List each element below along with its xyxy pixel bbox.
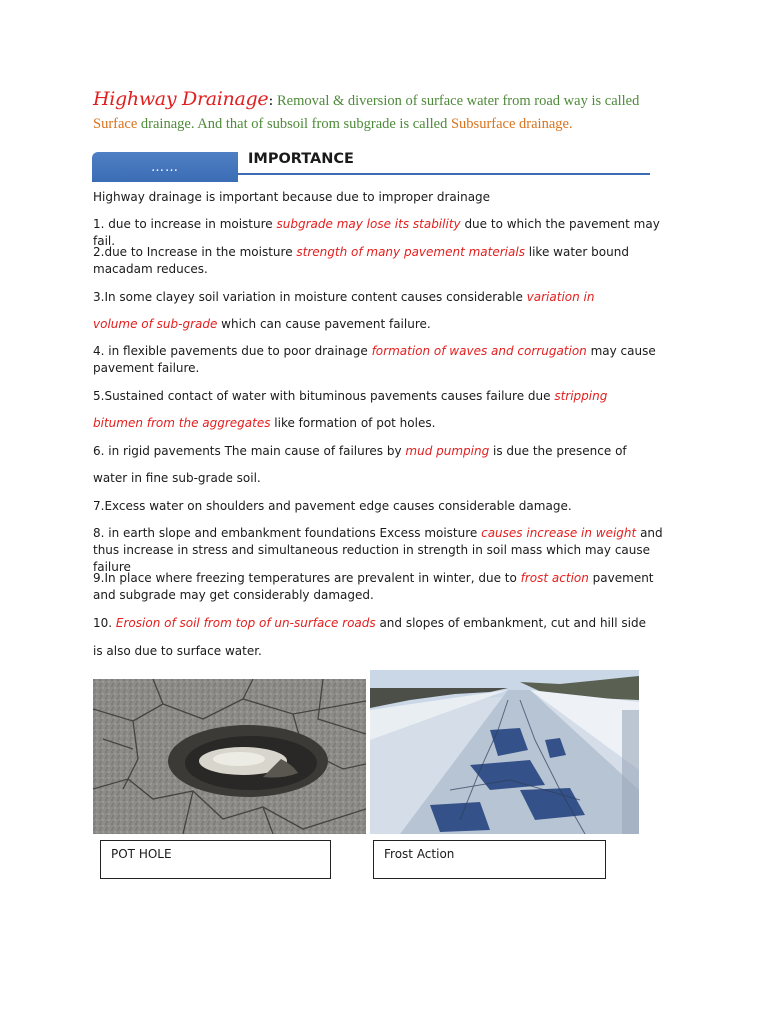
point-10-continued [93, 643, 678, 660]
point-text: and thus increase in stress and simultaneous reduction in strength in soil mass which may cause failure [93, 526, 663, 574]
point-6 [93, 443, 678, 460]
point-text: and slopes of embankment, cut and hill side [375, 616, 646, 630]
point-text: which can cause pavement failure. [217, 317, 431, 331]
section-heading: IMPORTANCE [248, 151, 354, 167]
point-text: 6. in rigid pavements The main cause of failures by [93, 444, 406, 458]
point-4 [93, 343, 678, 377]
point-text: 9.In place where freezing temperatures are prevalent in winter, due to [93, 571, 521, 585]
frost-action-photo [370, 670, 639, 834]
document-title: Highway Drainage [93, 88, 269, 110]
term-subsurface: Subsurface drainage. [450, 116, 573, 132]
caption-pothole: POT HOLE [100, 840, 331, 879]
point-text: like water bound macadam reduces. [93, 245, 629, 276]
intro-text-1: Removal & diversion of surface water from road way is called [273, 93, 640, 109]
point-text: 8. in earth slope and embankment foundations Excess moisture [93, 526, 482, 540]
point-highlight: Erosion of soil from top of un-surface roads [115, 616, 376, 630]
point-highlight: causes increase in weight [481, 526, 637, 540]
point-highlight: mud pumping [405, 444, 490, 458]
point-5 [93, 388, 678, 405]
point-text: 5.Sustained contact of water with bituminous pavements causes failure due [93, 389, 555, 403]
point-2 [93, 244, 678, 278]
point-8 [93, 525, 678, 576]
point-text: 7.Excess water on shoulders and pavement edge causes considerable damage. [93, 499, 572, 513]
point-3-continued [93, 316, 678, 333]
lead-paragraph: Highway drainage is important because due to improper drainage [93, 190, 491, 204]
point-text: 2.due to Increase in the moisture [93, 245, 297, 259]
point-9 [93, 570, 678, 604]
intro-definition [93, 88, 673, 136]
point-highlight: subgrade may lose its stability [276, 217, 461, 231]
point-text: pavement and subgrade may get considerably damaged. [93, 571, 654, 602]
point-highlight: formation of waves and corrugation [371, 344, 587, 358]
point-highlight: stripping [554, 389, 608, 403]
point-text: like formation of pot holes. [270, 416, 436, 430]
point-text: 1. due to increase in moisture [93, 217, 277, 231]
intro-text-2: drainage. And that of subsoil from subgrade is called [137, 116, 451, 132]
title-colon: : [268, 91, 274, 109]
caption-frost-action: Frost Action [373, 840, 606, 879]
term-surface: Surface [93, 116, 138, 132]
point-3 [93, 289, 678, 306]
point-highlight: frost action [520, 571, 589, 585]
point-text: 3.In some clayey soil variation in moisture content causes considerable [93, 290, 527, 304]
point-highlight: strength of many pavement materials [296, 245, 525, 259]
point-text: water in fine sub-grade soil. [93, 471, 261, 485]
point-text: is due the presence of [489, 444, 627, 458]
point-5-continued [93, 415, 678, 432]
pothole-photo [93, 679, 366, 834]
point-6-continued [93, 470, 678, 487]
point-10 [93, 615, 678, 632]
point-text: is also due to surface water. [93, 644, 262, 658]
section-tab: …… [92, 152, 238, 182]
point-highlight: volume of sub-grade [93, 317, 218, 331]
section-divider [238, 173, 650, 175]
point-text: due to which the pavement may fail. [93, 217, 660, 248]
point-7 [93, 498, 678, 515]
point-text: 4. in flexible pavements due to poor drainage [93, 344, 372, 358]
point-highlight: variation in [526, 290, 595, 304]
point-text: 10. [93, 616, 116, 630]
point-text: may cause pavement failure. [93, 344, 656, 375]
point-highlight: bitumen from the aggregates [93, 416, 271, 430]
